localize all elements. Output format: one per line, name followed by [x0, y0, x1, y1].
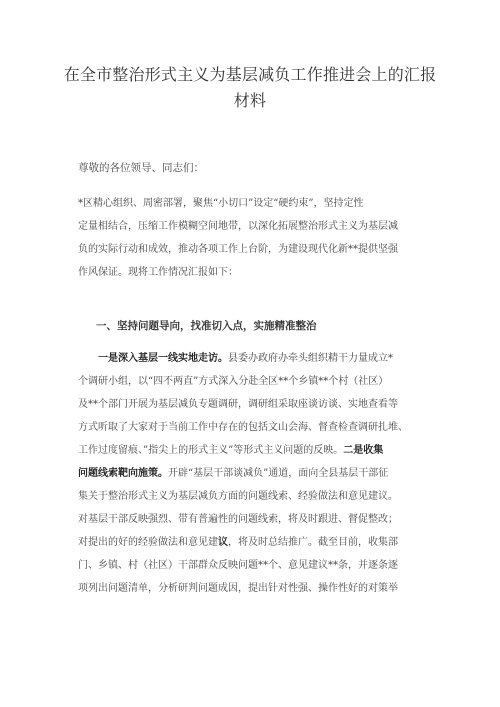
body-line: 对基层干部反映强烈、带有普遍性的问题线索，将及时跟进、督促整改； — [78, 514, 398, 525]
body-line: 门、乡镇、村（社区）干部群众反映问题**个、意见建议**条，并逐条逐 — [78, 560, 398, 571]
body-line: 及**个部门开展为基层减负专题调研，调研组采取座谈访谈、实地查看等 — [78, 399, 398, 410]
title-line-1: 在全市整治形式主义为基层减负工作推进会上的汇报 — [63, 65, 437, 84]
intro-line: 定量相结合，压缩工作模糊空间地带，以深化拓展整治形式主义为基层减 — [78, 221, 398, 232]
document-title — [60, 62, 440, 114]
body-line: 工作过度留痕、”指尖上的形式主义”等形式主义问题的反映。二是收集 — [78, 445, 384, 456]
body-line: 方式听取了大家对于当前工作中存在的包括文山会海、督查检查调研扎堆、 — [78, 422, 408, 433]
body-line: 问题线索靶向施策。开辟“基层干部谈减负”通道，面向全县基层干部征 — [78, 468, 389, 479]
section-heading-1: 一、坚持问题导向，找准切入点，实施精准整治 — [96, 320, 317, 332]
bold-phrase: 一是深入基层一线实地走访。 — [98, 353, 228, 364]
intro-line: *区精心组织、周密部署，聚焦“小切口”设定“硬约束”，坚持定性 — [78, 198, 364, 209]
body-line: 个调研小组，以“四不两直”方式深入分赴全区**个乡镇**个村（社区） — [78, 376, 389, 387]
bold-phrase: 问题线索靶向施策。 — [78, 468, 168, 479]
salutation: 尊敬的各位领导、同志们： — [78, 162, 204, 174]
body-line: 项列出问题清单，分析研判问题成因，提出针对性强、操作性好的对策举 — [78, 583, 398, 594]
bold-phrase: 二是收集 — [343, 445, 384, 456]
title-line-2: 材料 — [233, 91, 267, 110]
intro-paragraph — [78, 192, 430, 284]
body-paragraph — [78, 347, 430, 600]
intro-line: 作风保证。现将工作情况汇报如下： — [78, 267, 238, 278]
body-line: 对提出的好的经验做法和意见建议，将及时总结推广。截至目前，收集部 — [78, 537, 398, 548]
body-line: 集关于整治形式主义为基层减负方面的问题线索、经验做法和意见建议。 — [78, 491, 398, 502]
intro-line: 负的实际行动和成效，推动各项工作上台阶，为建设现代化新**提供坚强 — [78, 244, 398, 255]
bold-phrase: 议 — [218, 537, 228, 548]
body-line: 一是深入基层一线实地走访。县委办政府办牵头组织精干力量成立* — [98, 353, 393, 364]
